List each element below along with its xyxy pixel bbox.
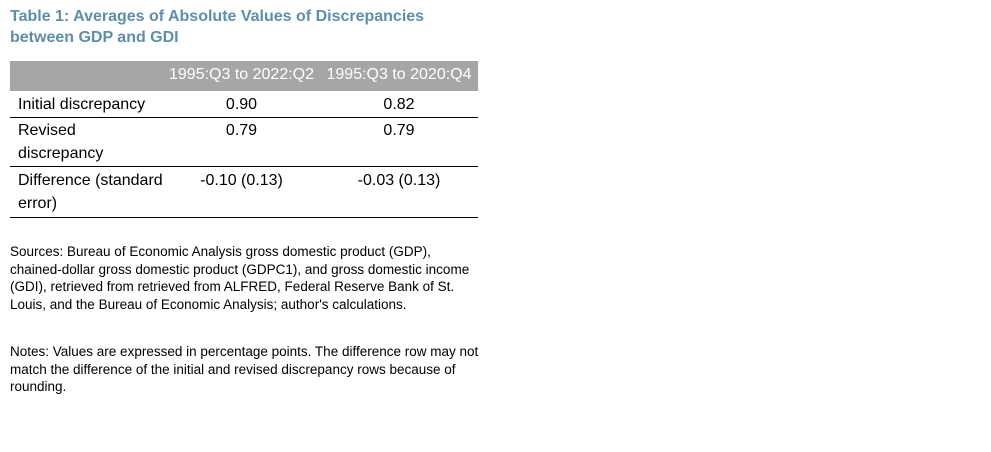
cell-value: 0.90 [225,96,258,113]
cell-value: -0.10 (0.13) [163,167,320,218]
header-period-2022: 1995:Q3 to 2022:Q2 [163,61,320,91]
table-row [10,91,478,118]
table-title: Table 1: Averages of Absolute Values of Discrepancies between GDP and GDI [10,8,425,46]
header-period-2020: 1995:Q3 to 2020:Q4 [320,61,478,91]
notes-text: Notes: Values are expressed in percentage points. The difference row may not match the difference of the initial and revised discrepancy rows because of rounding. [10,344,479,394]
cell-value: 0.82 [383,96,415,113]
cell-value: 0.79 [163,118,320,167]
sources-note: Sources: Bureau of Economic Analysis gross domestic product (GDP), chained-dollar gross domestic product (GDPC1), and gross domestic income (GDI), retrieved from retrieved from ALFRED, Federal Reserve Bank of St. Louis, and the Bureau of Economic Analysis; author's calculations. [10,244,470,312]
row-label: Difference (standard error) [10,167,163,218]
discrepancy-table [10,61,478,218]
table-row [10,167,478,218]
table-row [10,118,478,167]
cell-value: 0.79 [320,118,478,167]
header-stub [10,61,163,91]
row-label: Initial discrepancy [18,96,146,113]
row-label: Revised discrepancy [10,118,163,167]
table-header-row [10,61,478,91]
cell-value: -0.03 (0.13) [320,167,478,218]
